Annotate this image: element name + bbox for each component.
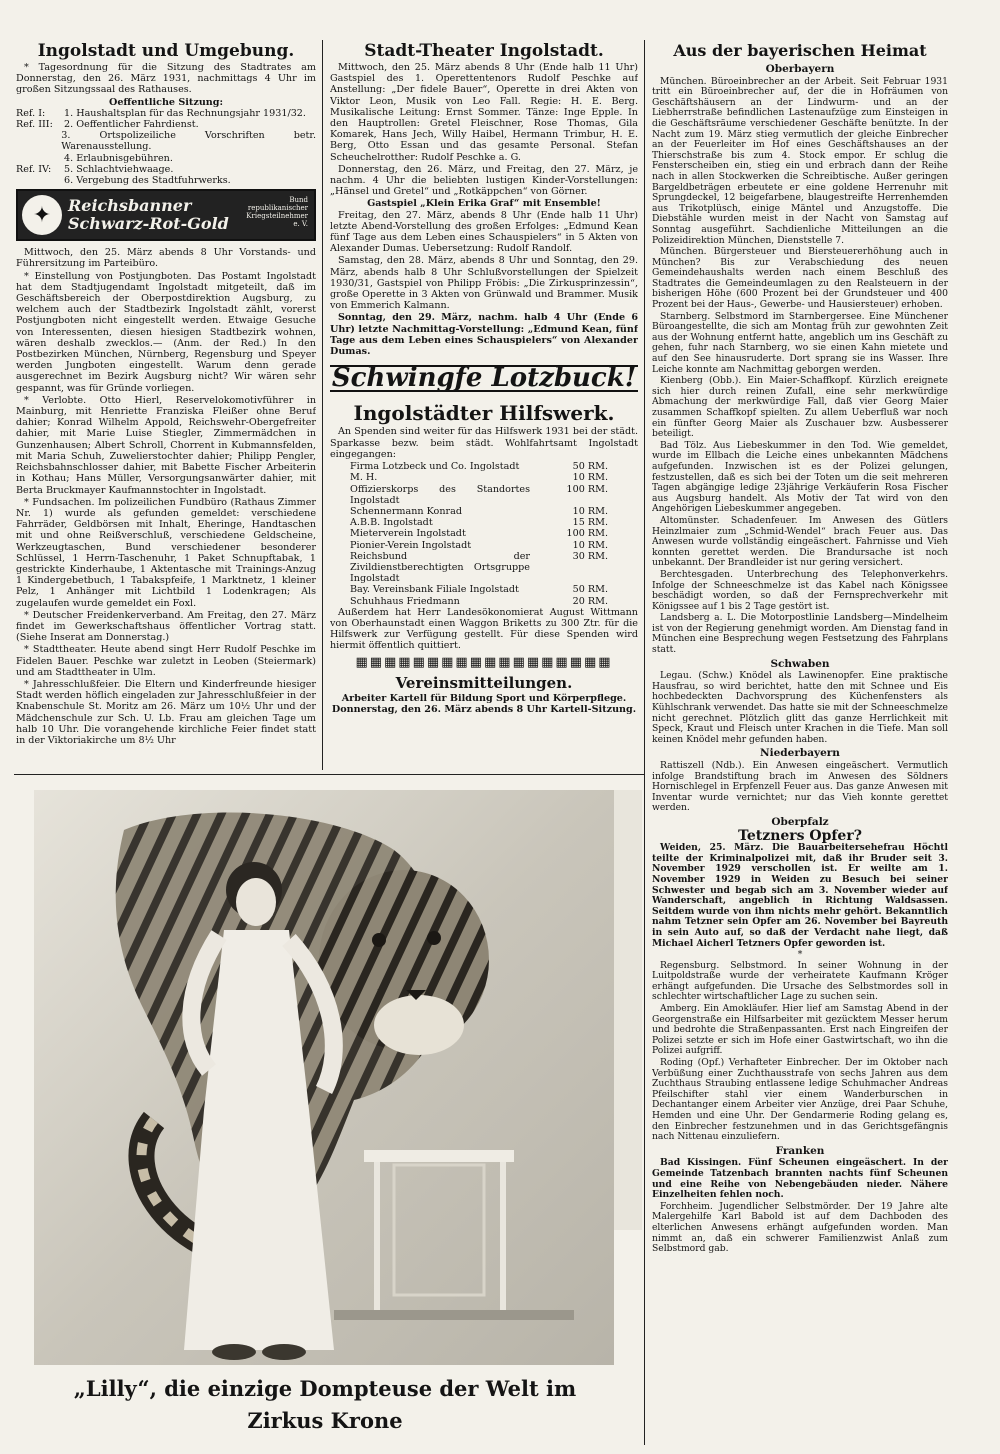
eagle-emblem-icon: ✦ <box>22 195 62 235</box>
article-paragraph: * Stadttheater. Heute abend singt Herr Rudolf Peschke im Fidelen Bauer. Peschke war zuletzt in Leoben (Steiermark) und am Stadttheater in Ulm. <box>16 644 316 678</box>
theater-heading: Stadt-Theater Ingolstadt. <box>364 41 604 61</box>
donation-list <box>330 461 638 607</box>
article-paragraph: * Jahresschlußfeier. Die Eltern und Kinderfreunde hiesiger Stadt werden höflich eingeladen zur Jahresschlußfeier in der Knabenschule St. Moritz am 26. März um 10½ Uhr und der Mädchenschule zur Sch. U. Lb. Frau am gleichen Tage um halb 10 Uhr. Die vorangehende kirchliche Feier findet statt in der Viktoriakirche um 8½ Uhr <box>16 678 316 746</box>
region-heading: Franken <box>775 1144 825 1157</box>
news-item: Regensburg. Selbstmord. In seiner Wohnung in der Luitpoldstraße wurde der verheiratete Kaufmann Kröger erhängt aufgefunden. Die Ursache des Selbstmordes soll in schlechter wirtschaftlicher Lage zu suchen sein. <box>652 959 948 1003</box>
article-paragraph: An Spenden sind weiter für das Hilfswerk 1931 bei der städt. Sparkasse bezw. beim städt. Wohlfahrtsamt Ingolstadt eingegangen: <box>330 426 638 460</box>
donation-row: Mieterverein Ingolstadt 100 RM. <box>350 528 608 540</box>
news-item: Starnberg. Selbstmord im Starnbergersee. Eine Münchener Büroangestellte, die sich am Montag früh zur gewohnten Zeit aus der Wohnung entfernt hatte, angeblich um ins Geschäft zu gehen, fuhr nach Starnberg, wo sie einen Kahn mietete und auf den See hinausruderte. Dort sprang sie ins Wasser. Ihre Leiche konnte am Nachmittag geborgen werden. <box>652 310 948 375</box>
agenda-subheading: Oeffentliche Sitzung: <box>108 96 224 108</box>
donation-row: Firma Lotzbeck und Co. Ingolstadt 50 RM. <box>350 461 608 473</box>
article-paragraph: Samstag, den 28. März, abends 8 Uhr und Sonntag, den 29. März, abends halb 8 Uhr Schlußvorstellungen der Spielzeit 1930/31, Gastspiel von Philipp Fröbis: „Die Zirkusprinzessin“, große Operette in 3 Akten von Grünwald und Brammer. Musik von Emmerich Kalmann. <box>330 255 638 312</box>
tetzner-heading: Tetzners Opfer? <box>738 827 862 844</box>
article-paragraph: Donnerstag, den 26. März, und Freitag, den 27. März, je nachm. 4 Uhr die beliebten lustigen Kinder-Vorstellungen: „Hänsel und Gretel“ und „Rotkäppchen“ von Görner. <box>330 163 638 198</box>
news-item: Kienberg (Obb.). Ein Maier-Schaffkopf. Kürzlich ereignete sich hier durch reinen Zufall, eine sehr merkwürdige Abmachung der merkwürdige Fall, daß vier Georg Maier zusammen Schaffkopf spielten. Zu allem Ueberfluß war noch ein fünfter Georg Maier als Zuschauer bzw. Ausbesserer beteiligt. <box>652 375 948 440</box>
photo-caption <box>20 1373 630 1437</box>
agenda-item: 3. Ortspolizeiliche Vorschriften betr. Warenausstellung. <box>61 130 316 153</box>
donation-row: Pionier-Verein Ingolstadt 10 RM. <box>350 539 608 551</box>
agenda-intro: * Tagesordnung für die Sitzung des Stadtrates am Donnerstag, den 26. März 1931, nachmittags 4 Uhr im großen Sitzungssaal des Rathauses. <box>16 62 316 96</box>
news-item: München. Büroeinbrecher an der Arbeit. Seit Februar 1931 tritt ein Büroeinbrecher auf, der die in Hofräumen von Geschäftshäusern an der Lindwurm- und an der Liebherrstraße befindlichen Lastenaufzüge zum Einsteigen in die Geschäftsräume verschiedener Geschäfte benützte. In der Nacht zum 19. März stieg vermutlich der gleiche Einbrecher an der Feuerleiter im Hof eines Geschäftshauses an der Thierschstraße bis zum 4. Stock empor. Er schlug die Fensterscheiben ein, stieg ein und erbrach dann der Reihe nach in allen Stockwerken die Schreibtische. Außer geringen Bargeldbeträgen erbeutete er eine goldene Herrenuhr mit Sprungdeckel, 12 beigefarbene, blaugestreifte Herrenhemden aus Trikotplüsch, einige Mäntel und Anzugstoffe. Die Diebstähle wurden meist in der Nacht von Samstag auf Sonntag ausgeführt. Sachdienliche Mitteilungen an die Polizeidirektion München, Dienststelle 7. <box>652 75 948 246</box>
column-bavarian-news <box>652 40 948 1445</box>
region-heading: Oberbayern <box>765 63 835 75</box>
lotzbeck-ad-banner: Schwingfe Lotzbuck! <box>331 363 637 394</box>
asterisk-divider: * <box>797 949 803 961</box>
tamer-with-tiger-image <box>34 790 614 1365</box>
donation-row: Bay. Vereinsbank Filiale Ingolstadt 50 RM. <box>350 584 608 596</box>
news-item: Weiden, 25. März. Die Bauarbeitersehefrau Höchtl teilte der Kriminalpolizei mit, daß ihr Bruder seit 3. November 1929 verschollen ist. Er weilte am 1. November 1929 in Weiden zu Besuch bei seiner Schwester und begab sich am 3. November wieder auf Wanderschaft, angeblich in Richtung Waldsassen. Seitdem wurde von ihm nichts mehr gehört. Bekanntlich nahm Tetzner sein Opfer am 26. November bei Bayreuth in sein Auto auf, so daß der Verdacht nahe liegt, daß Michael Aicherl Tetzners Opfer geworden ist. <box>652 842 948 949</box>
banner-title-2: Schwarz-Rot-Gold <box>68 214 229 234</box>
news-item: Amberg. Ein Amokläufer. Hier lief am Samstag Abend in der Georgenstraße ein Hilfsarbeiter mit gezücktem Messer herum und bedrohte die Straßenpassanten. Erst nach Eingreifen der Polizei setzte er sich im Hofe einer Gastwirtschaft, wo ihn die Polizei aufgriff. <box>652 1003 948 1057</box>
article-paragraph: Mittwoch, den 25. März abends 8 Uhr Vorstands- und Führersitzung im Parteibüro. <box>16 247 316 270</box>
hilfswerk-heading: Ingolstädter Hilfswerk. <box>353 401 615 426</box>
agenda-item: Ref. III: 2. Oeffentlicher Fahrdienst. <box>16 119 199 131</box>
agenda-item: 4. Erlaubnisgebühren. <box>64 152 173 164</box>
news-item: Landsberg a. L. Die Motorpostlinie Landsberg—Mindelheim ist von der Regierung genehmigt worden. Am Dienstag fand in München eine Besprechung wegen Festsetzung des Fahrplans statt. <box>652 612 948 656</box>
circus-photo <box>34 790 614 1365</box>
news-item: Berchtesgaden. Unterbrechung des Telephonverkehrs. Infolge der Schneeschmelze ist das Kabel nach Königssee beschädigt worden, so daß der Fernsprechverkehr mit Königssee auf 1 bis 2 Tage gestört ist. <box>652 568 948 612</box>
donation-row: M. H. 10 RM. <box>350 472 608 484</box>
article-paragraph: Freitag, den 27. März, abends 8 Uhr (Ende halb 11 Uhr) letzte Abend-Vorstellung des großen Erfolges: „Edmund Kean fünf Tage aus dem Leben eines Schauspielers“ in 5 Akten von Alexander Dumas. Uebersetzung: Rudolf Randolf. <box>330 209 638 255</box>
column-theater <box>330 40 638 770</box>
horizontal-rule <box>14 774 644 775</box>
column-local-news <box>16 40 316 770</box>
banner-title-1: Reichsbanner <box>68 196 192 216</box>
agenda-item: Ref. IV: 5. Schlachtviehwaage. <box>16 163 174 175</box>
donation-row: Schuhhaus Friedmann 20 RM. <box>350 595 608 607</box>
article-paragraph: Mittwoch, den 25. März abends 8 Uhr (Ende halb 11 Uhr) Gastspiel des 1. Operettentenors Rudolf Peschke auf Anstellung: „Der fidele Bauer“, Operette in drei Akten von Viktor Leon, Musik von Leo Fall. Regie: H. E. Berg. Musikalische Leitung: Ernst Sommer. Tänze: Inge Epple. In den Hauptrollen: Gretel Fleischner, Rose Thomas, Gila Komarek, Hans Jech, Willy Haibel, Hermann Trimbur, H. E. Berg, Otto Essan und das gesamte Personal. Stefan Scheuchelrotther: Rudolf Peschke a. G. <box>330 62 638 163</box>
bleed-through-area <box>612 790 642 1230</box>
donation-row: A.B.B. Ingolstadt 15 RM. <box>350 517 608 529</box>
article-paragraph: * Deutscher Freidenkerverband. Am Freitag, den 27. März findet im Gewerkschaftshaus öffentlicher Vortrag statt. (Siehe Inserat am Donnerstag.) <box>16 609 316 644</box>
agenda-item: Ref. I: 1. Haushaltsplan für das Rechnungsjahr 1931/32. <box>16 107 306 119</box>
donation-row: Offizierskorps des Standortes Ingolstadt 100 RM. <box>350 483 608 506</box>
news-item: Altomünster. Schadenfeuer. Im Anwesen des Gütlers Heinzlmaier zum „Schmid-Wendel“ brach Feuer aus. Das Anwesen wurde vollständig eingeäschert. Fahrnisse und Vieh konnten gerettet werden. Die Brandursache ist noch unbekannt. Der Brandleider ist nur gering versichert. <box>652 514 948 569</box>
banner-side-text: Bund republikanischer Kriegsteilnehmer e. V. <box>246 196 308 229</box>
column-rule-1 <box>322 40 323 770</box>
article-paragraph: * Einstellung von Postjungboten. Das Postamt Ingolstadt hat dem Stadtjugendamt Ingolstadt mitgeteilt, daß im Geschäftsbereich der Oberpostdirektion Augsburg, zu welchem auch der Stadtbezirk Ingolstadt zählt, vorerst Postjungboten nicht eingestellt werden. Etwaige Gesuche von Interessenten, diesen hiesigen Stadtbezirk wohnen, wären deshalb zwecklos.— (Anm. der Red.) In den Postbezirken München, Nürnberg, Regensburg und Speyer werden Jungboten eingestellt. Warum denn gerade ausgerechnet im Bezirk Augsburg nicht? Wir wären sehr gespannt, was für Gründe vorliegen. <box>16 270 316 394</box>
news-item: Legau. (Schw.) Knödel als Lawinenopfer. Eine praktische Hausfrau, so wird berichtet, hatte den mit Schnee und Eis hochbedeckten Dachvorsprung des Küchenfensters als Kühlschrank verwendet. Das hatte sie mit der Schneeschmelze nicht gerechnet. Plötzlich glitt das ganze Herrlichkeit mit Speck, Kraut und Fleisch unter Krachen in die Tiefe. Man soll keinen Knödel mehr gefunden haben. <box>652 670 948 745</box>
agenda-list <box>16 108 316 186</box>
caption-line-2: Zirkus Krone <box>247 1408 403 1433</box>
vereins-heading: Vereinsmitteilungen. <box>395 673 573 692</box>
news-item: Roding (Opf.) Verhafteter Einbrecher. Der im Oktober nach Verbüßung einer Zuchthausstrafe von sechs Jahren aus dem Zuchthaus Straubing entlassene ledige Schuhmacher Andreas Pfeilschifter stahl vier einem Wanderburschen in Dechantanger einem Arbeiter vier Anzüge, drei Paar Schuhe, Hemden und eine Uhr. Der Gendarmerie Roding gelang es, den Einbrecher festzunehmen und in das Gerichtsgefängnis nach Nittenau einzuliefern. <box>652 1057 948 1143</box>
news-item: Rattiszell (Ndb.). Ein Anwesen eingeäschert. Vermutlich infolge Brandstiftung brach im Anwesen des Söldners Hornischlegel in Erpfenzell Feuer aus. Das ganze Anwesen mit Inventar wurde vernichtet; nur das Vieh konnte gerettet werden. <box>652 760 948 814</box>
news-item: Bad Tölz. Aus Liebeskummer in den Tod. Wie gemeldet, wurde im Ellbach die Leiche eines unbekannten Mädchens aufgefunden. Inzwischen ist es der Polizei gelungen, festzustellen, daß es sich bei der Toten um die seit mehreren Tagen abgängige ledige 23jährige Verkäuferin Rosa Fischer aus Augsburg handelt. Als Motiv der Tat wird von den Angehörigen Liebeskummer angegeben. <box>652 439 948 515</box>
region-heading: Oberpfalz <box>771 815 829 828</box>
article-paragraph: Arbeiter Kartell für Bildung Sport und Körperpflege. Donnerstag, den 26. März abends 8 Uhr Kartell-Sitzung. <box>331 692 637 715</box>
local-news-heading: Ingolstadt und Umgebung. <box>37 41 295 61</box>
reichsbanner-ad <box>16 189 316 241</box>
article-paragraph: Außerdem hat Herr Landesökonomierat August Wittmann von Oberhaunstadt einen Waggon Briketts zu 300 Ztr. für die Hilfswerk zur Verfügung gestellt. Für diese Spenden wird hiermit öffentlich quittiert. <box>330 606 638 652</box>
region-heading: Schwaben <box>770 657 830 670</box>
article-paragraph: * Verlobte. Otto Hierl, Reservelokomotivführer in Mainburg, mit Henriette Franziska Fleißer ohne Beruf dahier; Konrad Wilhelm Appold, Reichswehr-Obergefreiter dahier, mit Marie Luise Stiegler, Zimmermädchen in Gunzenhausen; Albert Schroll, Chorrent in Kubmannsfelden, mit Maria Schuh, Zuwelierstochter dahier; Philipp Pengler, Reichsbahnschlosser dahier, mit Babette Fischer Arbeiterin in Kothau; Hans Müller, Versorgungsanwärter dahier, mit Berta Bruckmayer Kaufmannstochter in Ingolstadt. <box>16 394 316 496</box>
guest-performance: Gastspiel „Klein Erika Graf“ mit Ensemble! <box>367 198 601 210</box>
caption-line-1: „Lilly“, die einzige Dompteuse der Welt im <box>73 1376 577 1401</box>
news-item: Forchheim. Jugendlicher Selbstmörder. Der 19 Jahre alte Malergehilfe Karl Babold ist auf dem Dachboden des elterlichen Anwesens erhängt aufgefunden worden. Man nimmt an, daß ein schwerer Familienzwist Anlaß zum Selbstmord gab. <box>652 1200 948 1255</box>
bavaria-heading: Aus der bayerischen Heimat <box>673 41 927 60</box>
news-item: München. Bürgersteuer und Biersteuererhöhung auch in München? Bis zur Verabschiedung des neuen Gemeindehaushalts werden nach einem Beschluß des Stadtrates die Gemeindeumlagen zu den Realsteuern in der bisherigen Höhe (600 Prozent bei der Grundsteuer und 400 Prozent bei der Haus-, Gewerbe- und Hausiersteuer) erhoben. <box>652 246 948 311</box>
ornament-divider: ▦▦▦▦▦▦▦▦▦▦▦▦▦▦▦▦▦▦ <box>355 654 613 670</box>
news-item: Bad Kissingen. Fünf Scheunen eingeäschert. In der Gemeinde Tatzenbach brannten nachts fünf Scheunen und eine Reihe von Nebengebäuden nieder. Nähere Einzelheiten fehlen noch. <box>652 1157 948 1201</box>
column-rule-2 <box>644 40 645 1445</box>
donation-row: Schennermann Konrad 10 RM. <box>350 505 608 517</box>
donation-row: Reichsbund der Zivildienstberechtigten Ortsgruppe Ingolstadt 30 RM. <box>350 550 608 585</box>
region-heading: Niederbayern <box>760 747 840 760</box>
article-paragraph: Sonntag, den 29. März, nachm. halb 4 Uhr (Ende 6 Uhr) letzte Nachmittag-Vorstellung: „Edmund Kean, fünf Tage aus dem Leben eines Schauspielers“ von Alexander Dumas. <box>330 312 638 358</box>
agenda-item: 6. Vergebung des Stadtfuhrwerks. <box>64 175 231 187</box>
article-paragraph: * Fundsachen. Im polizeilichen Fundbüro (Rathaus Zimmer Nr. 1) wurde als gefunden gemeldet: verschiedene Fahrräder, Geldbörsen mit Inhalt, Eheringe, Handtaschen mit und ohne Reißverschluß, verschiedene Geldscheine, Werkzeugtaschen, Bund verschiedener besonderer Schlüssel, 1 Herrn-Taschenuhr, 1 Paket Schnupftabak, 1 gestrickte Kinderhaube, 1 Aktentasche mit Trainings-Anzug 1 Kindergebetbuch, 1 Tabakspfeife, 1 Marktnetz, 1 kleiner Pelz, 1 Anhänger mit Lichtbild 1 Lodenkragen; Als zugelaufen wurde gemeldet ein Foxl. <box>16 496 316 609</box>
